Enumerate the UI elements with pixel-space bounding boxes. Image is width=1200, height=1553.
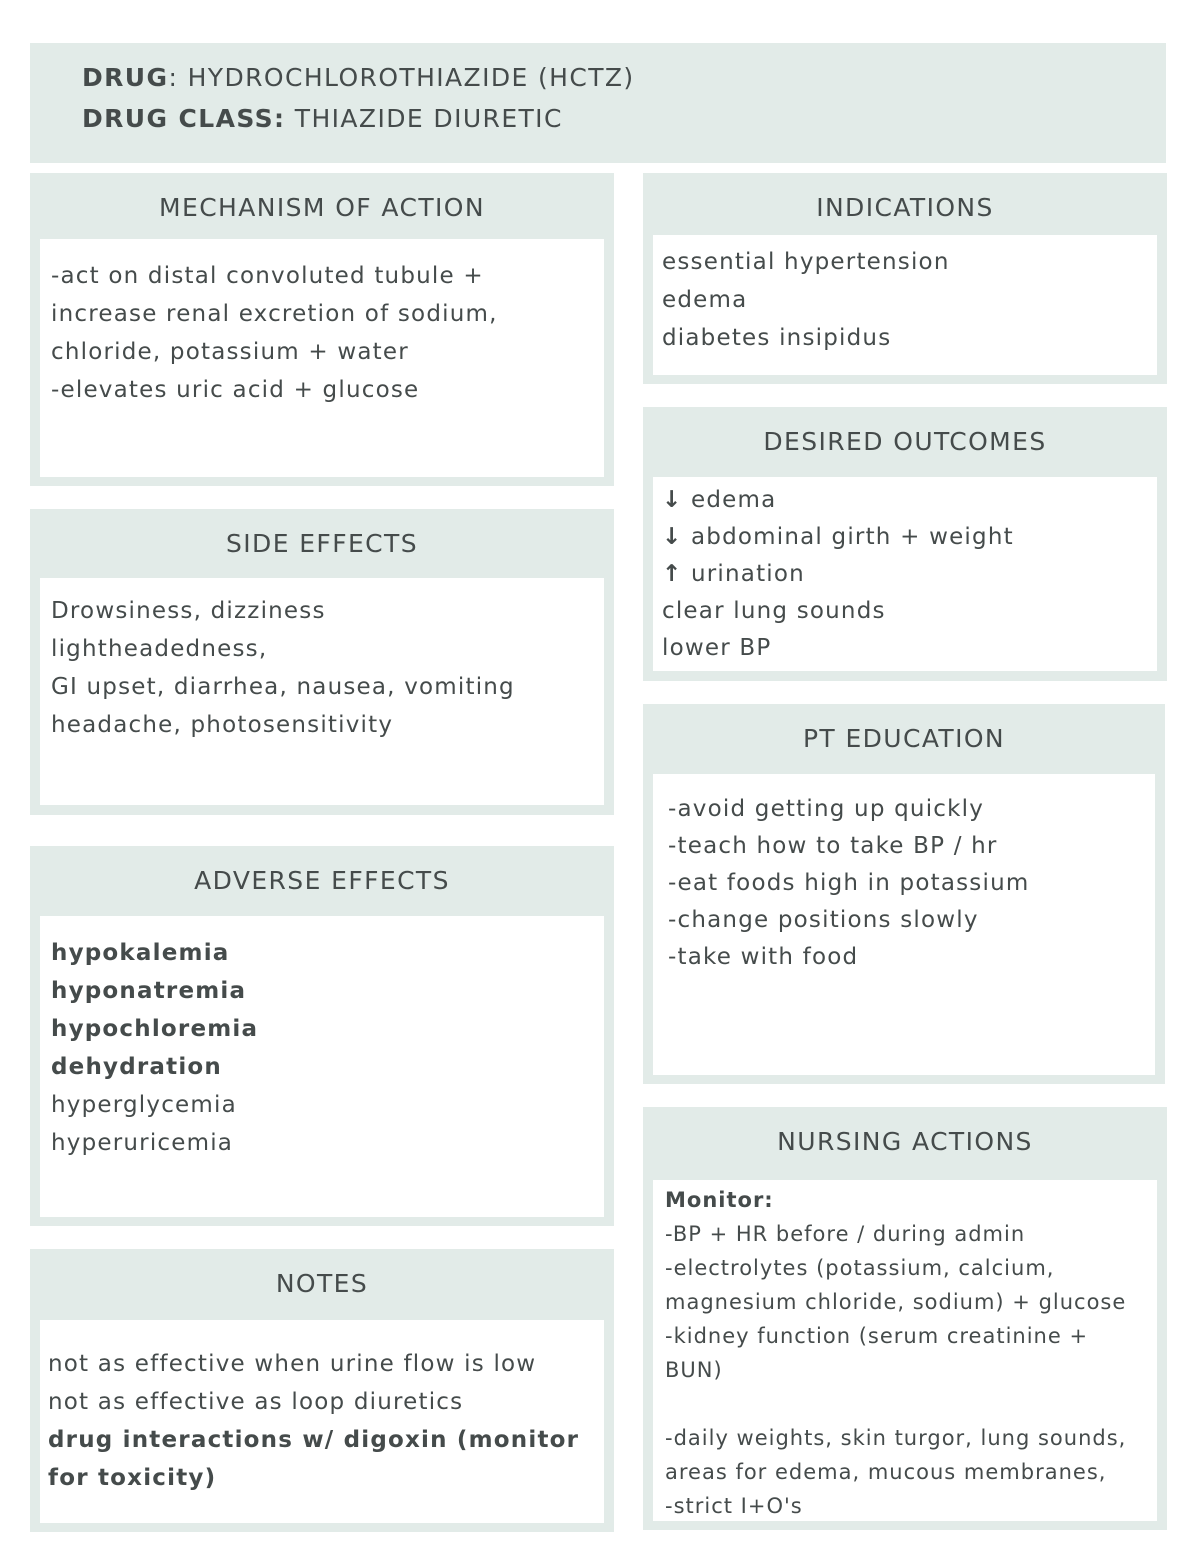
adverse-effect-item: dehydration: [51, 1054, 223, 1080]
note-line: not as effective as loop diuretics: [48, 1389, 464, 1415]
adverse-effects-body: [40, 916, 604, 1217]
nursing-action-line: -BP + HR before / during admin: [665, 1222, 1026, 1246]
nursing-action-line: -daily weights, skin turgor, lung sounds,: [665, 1426, 1127, 1450]
note-line: drug interactions w/ digoxin (monitor: [48, 1427, 580, 1453]
mechanism-panel: [30, 173, 614, 486]
indication-item: edema: [662, 287, 748, 313]
notes-title: NOTES: [275, 1269, 369, 1298]
education-item: -take with food: [668, 944, 859, 970]
pt-education-panel: [643, 704, 1165, 1084]
nursing-actions-body: [653, 1180, 1157, 1521]
nursing-action-line: -kidney function (serum creatinine +: [665, 1324, 1089, 1348]
side-effect-line: Drowsiness, dizziness: [51, 598, 326, 624]
note-line: for toxicity): [48, 1465, 217, 1491]
nursing-action-line: -electrolytes (potassium, calcium,: [665, 1256, 1055, 1280]
indication-item: diabetes insipidus: [662, 325, 892, 351]
desired-outcomes-panel: [643, 407, 1167, 681]
drug-class-value: THIAZIDE DIURETIC: [285, 104, 563, 133]
down-arrow-icon: ↓: [662, 487, 683, 513]
spacer: [665, 1387, 1157, 1421]
adverse-effects-panel: [30, 846, 614, 1226]
down-arrow-icon: ↓: [662, 524, 683, 550]
nursing-action-line: areas for edema, mucous membranes,: [665, 1460, 1107, 1484]
adverse-effects-title: ADVERSE EFFECTS: [194, 866, 450, 895]
mechanism-line: -elevates uric acid + glucose: [51, 377, 420, 403]
education-item: -eat foods high in potassium: [668, 870, 1030, 896]
drug-class-line: [82, 104, 563, 133]
indication-item: essential hypertension: [662, 249, 950, 275]
side-effects-panel: [30, 509, 614, 815]
nursing-actions-panel: [643, 1107, 1167, 1530]
nursing-actions-title: NURSING ACTIONS: [777, 1127, 1033, 1156]
nursing-action-line: magnesium chloride, sodium) + glucose: [665, 1290, 1127, 1314]
education-item: -avoid getting up quickly: [668, 796, 985, 822]
indications-title: INDICATIONS: [816, 193, 994, 222]
outcome-item: ↑ urination: [662, 561, 805, 587]
outcome-item: ↓ edema: [662, 487, 777, 513]
side-effect-line: lightheadedness,: [51, 636, 268, 662]
pt-education-title: PT EDUCATION: [802, 724, 1006, 753]
mechanism-line: -act on distal convoluted tubule +: [51, 263, 484, 289]
outcome-item: ↓ abdominal girth + weight: [662, 524, 1014, 550]
education-item: -change positions slowly: [668, 907, 979, 933]
outcome-item: lower BP: [662, 635, 772, 661]
side-effect-line: headache, photosensitivity: [51, 712, 394, 738]
indications-body: [653, 235, 1157, 375]
adverse-effect-item: hyponatremia: [51, 978, 247, 1004]
notes-panel: [30, 1249, 614, 1532]
header-panel: [30, 43, 1166, 163]
adverse-effect-item: hypochloremia: [51, 1016, 259, 1042]
mechanism-line: increase renal excretion of sodium,: [51, 301, 498, 327]
monitor-label: Monitor:: [665, 1188, 774, 1212]
drug-class-label: DRUG CLASS:: [82, 104, 286, 133]
drug-name-line: [82, 63, 635, 92]
outcome-item: clear lung sounds: [662, 598, 886, 624]
adverse-effect-item: hyperglycemia: [51, 1092, 237, 1118]
nursing-action-line: BUN): [665, 1358, 723, 1382]
desired-outcomes-body: [653, 477, 1157, 671]
side-effects-title: SIDE EFFECTS: [226, 529, 418, 558]
side-effects-body: [40, 578, 604, 805]
side-effect-line: GI upset, diarrhea, nausea, vomiting: [51, 674, 515, 700]
mechanism-title: MECHANISM OF ACTION: [159, 193, 485, 222]
indications-panel: [643, 173, 1167, 384]
mechanism-body: [40, 239, 604, 477]
mechanism-line: chloride, potassium + water: [51, 339, 409, 365]
adverse-effect-item: hyperuricemia: [51, 1130, 234, 1156]
education-item: -teach how to take BP / hr: [668, 833, 998, 859]
nursing-action-line: -strict I+O's: [665, 1494, 803, 1518]
drug-value: : HYDROCHLOROTHIAZIDE (HCTZ): [168, 63, 635, 92]
up-arrow-icon: ↑: [662, 561, 683, 587]
pt-education-body: [653, 774, 1155, 1075]
drug-label: DRUG: [82, 63, 169, 92]
notes-body: [40, 1320, 604, 1523]
note-line: not as effective when urine flow is low: [48, 1351, 537, 1377]
adverse-effect-item: hypokalemia: [51, 940, 230, 966]
desired-outcomes-title: DESIRED OUTCOMES: [763, 427, 1047, 456]
